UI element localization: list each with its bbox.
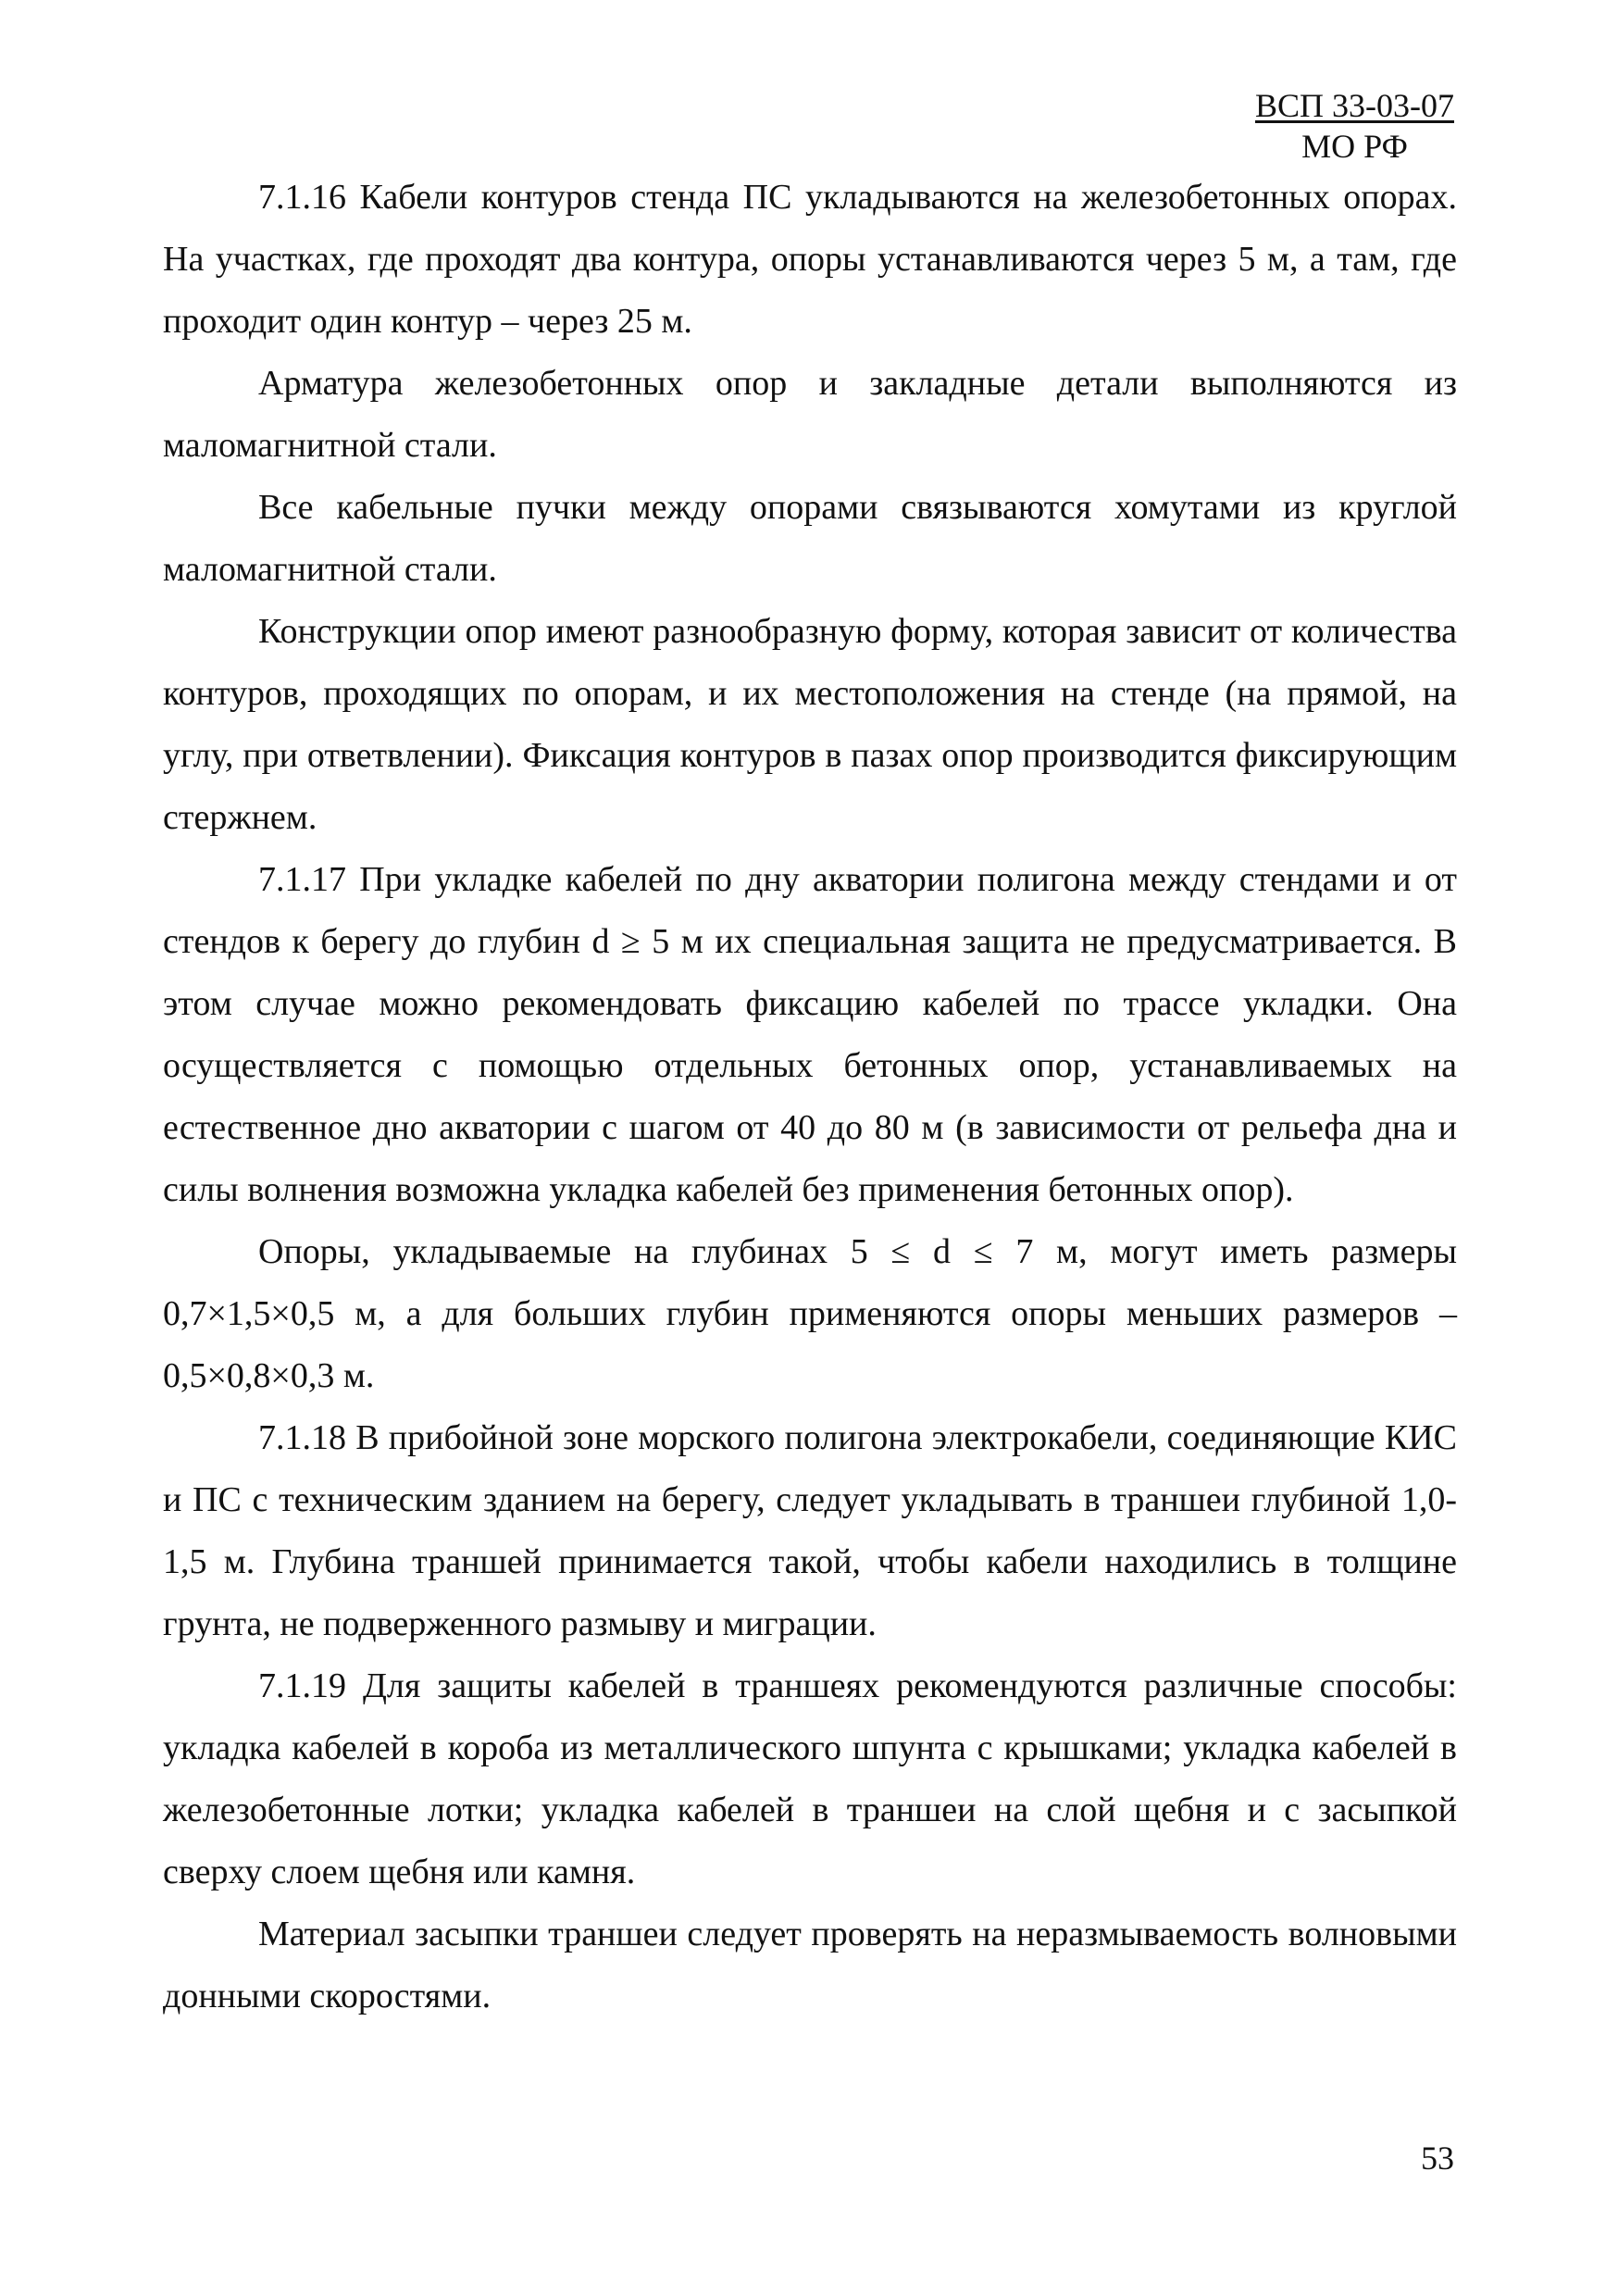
- paragraph: Опоры, укладываемые на глубинах 5 ≤ d ≤ 7 м, могут иметь размеры 0,7×1,5×0,5 м, а для больших глубин применяются опоры меньших размеров – 0,5×0,8×0,3 м.: [163, 1232, 1457, 1395]
- organization-label: МО РФ: [1301, 128, 1408, 165]
- page-header: [1255, 85, 1454, 167]
- paragraph: 7.1.19 Для защиты кабелей в траншеях рекомендуются различные способы: укладка кабелей в короба из металлического шпунта с крышками; укладка кабелей в железобетонные лотки; укладка кабелей в траншеи на слой щебня и с засыпкой сверху слоем щебня или камня.: [163, 1666, 1457, 1891]
- paragraph: Конструкции опор имеют разнообразную форму, которая зависит от количества контуров, проходящих по опорам, и их местоположения на стенде (на прямой, на углу, при ответвлении). Фиксация контуров в пазах опор производится фиксирующим стержнем.: [163, 612, 1457, 837]
- paragraph: Материал засыпки траншеи следует проверять на неразмываемость волновыми донными скоростями.: [163, 1915, 1457, 2015]
- paragraph: Все кабельные пучки между опорами связываются хомутами из круглой маломагнитной стали.: [163, 488, 1457, 589]
- body-text: [163, 167, 1457, 2028]
- paragraph: Арматура железобетонных опор и закладные детали выполняются из маломагнитной стали.: [163, 364, 1457, 465]
- paragraph: 7.1.18 В прибойной зоне морского полигона электрокабели, соединяющие КИС и ПС с техническим зданием на берегу, следует укладывать в траншеи глубиной 1,0-1,5 м. Глубина траншей принимается такой, чтобы кабели находились в толщине грунта, не подверженного размыву и миграции.: [163, 1418, 1457, 1643]
- document-code: ВСП 33-03-07: [1255, 87, 1454, 124]
- page-number: 53: [1421, 2140, 1454, 2177]
- paragraph: 7.1.16 Кабели контуров стенда ПС укладываются на железобетонных опорах. На участках, где проходят два контура, опоры устанавливаются через 5 м, а там, где проходит один контур – через 25 м.: [163, 178, 1457, 341]
- paragraph: 7.1.17 При укладке кабелей по дну акватории полигона между стендами и от стендов к берегу до глубин d ≥ 5 м их специальная защита не предусматривается. В этом случае можно рекомендовать фиксацию кабелей по трассе укладки. Она осуществляется с помощью отдельных бетонных опор, устанавливаемых на естественное дно акватории с шагом от 40 до 80 м (в зависимости от рельефа дна и силы волнения возможна укладка кабелей без применения бетонных опор).: [163, 860, 1457, 1209]
